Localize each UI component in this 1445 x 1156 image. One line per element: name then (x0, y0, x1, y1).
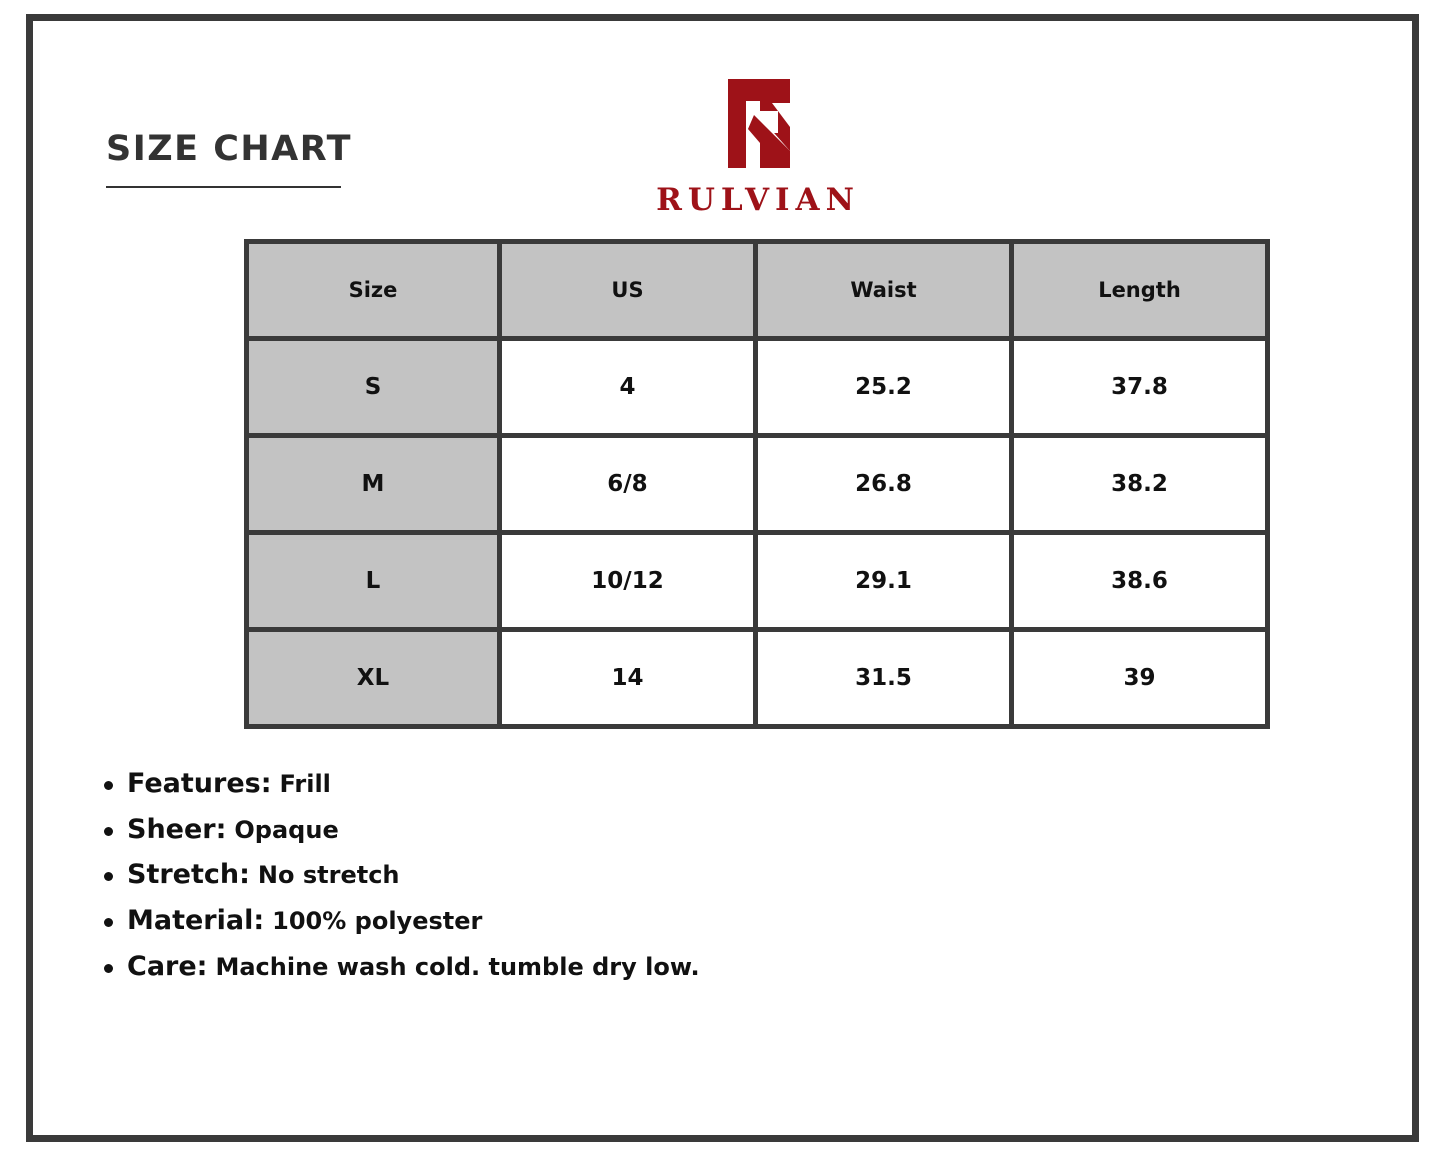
cell-waist: 26.8 (758, 438, 1009, 530)
table-row (249, 341, 1265, 433)
detail-value: Frill (279, 770, 331, 798)
brand-logo (628, 71, 888, 218)
size-table-wrapper (244, 239, 1265, 729)
cell-length: 37.8 (1014, 341, 1265, 433)
rulvian-r-monogram-icon (698, 71, 818, 176)
cell-length: 39 (1014, 632, 1265, 724)
list-item (99, 906, 1199, 936)
column-header-length: Length (1014, 244, 1265, 336)
detail-label: Sheer: (127, 813, 227, 845)
product-details-list (99, 769, 1199, 997)
cell-us: 6/8 (502, 438, 753, 530)
cell-size: XL (249, 632, 497, 724)
list-item (99, 815, 1199, 845)
detail-label: Stretch: (127, 859, 250, 891)
cell-size: L (249, 535, 497, 627)
document-frame (26, 14, 1419, 1142)
table-row (249, 438, 1265, 530)
detail-label: Care: (127, 950, 208, 982)
detail-value: No stretch (257, 861, 400, 890)
cell-waist: 29.1 (758, 535, 1009, 627)
cell-waist: 31.5 (758, 632, 1009, 724)
table-header-row (249, 244, 1265, 336)
list-item (99, 769, 1199, 799)
cell-size: M (249, 438, 497, 530)
column-header-waist: Waist (758, 244, 1009, 336)
column-header-us: US (502, 244, 753, 336)
cell-length: 38.2 (1014, 438, 1265, 530)
cell-us: 4 (502, 341, 753, 433)
detail-value: Opaque (234, 815, 339, 844)
list-item (99, 952, 1199, 982)
cell-length: 38.6 (1014, 535, 1265, 627)
detail-label: Material: (127, 905, 265, 937)
cell-size: S (249, 341, 497, 433)
size-table (244, 239, 1270, 729)
page-title: SIZE CHART (106, 129, 353, 169)
column-header-size: Size (249, 244, 497, 336)
brand-name: RULVIAN (656, 182, 860, 218)
cell-waist: 25.2 (758, 341, 1009, 433)
cell-us: 14 (502, 632, 753, 724)
list-item (99, 860, 1199, 890)
detail-value: 100% polyester (272, 907, 483, 936)
cell-us: 10/12 (502, 535, 753, 627)
table-row (249, 632, 1265, 724)
detail-value: Machine wash cold. tumble dry low. (215, 952, 700, 981)
title-underline (106, 186, 341, 188)
title-block (106, 131, 526, 188)
detail-label: Features: (127, 768, 272, 799)
table-row (249, 535, 1265, 627)
